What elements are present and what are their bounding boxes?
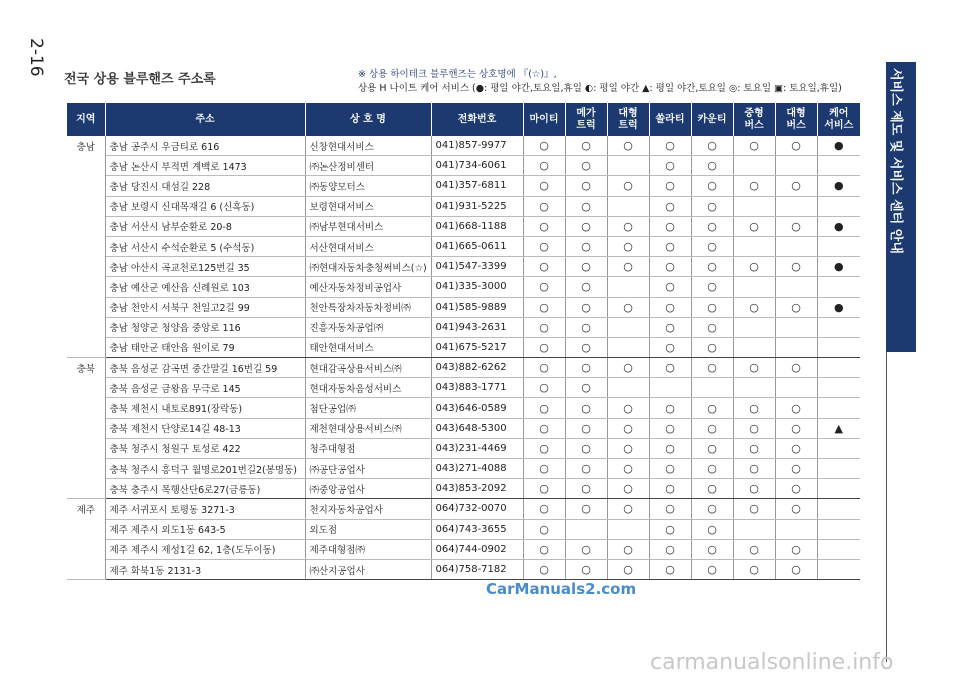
service-mark-cell: ○ (565, 438, 607, 458)
service-mark-cell (733, 317, 775, 337)
service-mark-cell: ○ (565, 136, 607, 156)
region-cell: 제주 (67, 499, 105, 580)
service-mark-cell: ○ (523, 337, 565, 357)
service-mark-cell: ○ (733, 257, 775, 277)
service-mark-cell (817, 519, 860, 539)
table-row (67, 257, 860, 277)
service-mark-cell: ○ (607, 479, 649, 499)
shop-name-cell: 제주대형점㈜ (305, 539, 431, 559)
service-mark-cell: ○ (691, 196, 733, 216)
service-mark-cell (775, 317, 817, 337)
service-mark-cell: ○ (775, 297, 817, 317)
shop-name-cell: 천안특장차자동차정비㈜ (305, 297, 431, 317)
service-mark-cell (775, 277, 817, 297)
region-cell: 충북 (67, 358, 105, 499)
service-mark-cell: ○ (649, 156, 691, 176)
service-mark-cell: ○ (607, 257, 649, 277)
service-mark-cell: ○ (649, 418, 691, 438)
address-cell: 충남 당진시 대섬길 228 (105, 176, 305, 196)
table-row (67, 236, 860, 256)
service-mark-cell: ○ (607, 539, 649, 559)
service-mark-cell: ○ (607, 297, 649, 317)
shop-name-cell: 외도점 (305, 519, 431, 539)
address-cell: 충남 보령시 신대목재길 6 (신흑동) (105, 196, 305, 216)
service-mark-cell: ○ (733, 297, 775, 317)
service-mark-cell: ○ (523, 236, 565, 256)
legend-note-line1: ※ 상용 하이테크 블루핸즈는 상호명에 『(☆)』, (358, 69, 557, 80)
side-divider (886, 352, 887, 662)
column-header: 마이티 (523, 103, 565, 136)
table-row (67, 337, 860, 357)
service-mark-cell: ○ (607, 418, 649, 438)
service-mark-cell (817, 196, 860, 216)
table-body (67, 136, 860, 580)
service-mark-cell (733, 196, 775, 216)
address-cell: 충남 논산시 부적면 계백로 1473 (105, 156, 305, 176)
table-row (67, 176, 860, 196)
phone-cell: 043)648-5300 (431, 418, 523, 438)
table-row (67, 358, 860, 378)
phone-cell: 041)585-9889 (431, 297, 523, 317)
service-mark-cell: ○ (565, 257, 607, 277)
page-title: 전국 상용 블루핸즈 주소록 (64, 72, 216, 87)
column-header: 메가 트럭 (565, 103, 607, 136)
service-mark-cell: ○ (691, 176, 733, 196)
service-mark-cell: ○ (649, 337, 691, 357)
shop-name-cell: 첨단공업㈜ (305, 398, 431, 418)
service-mark-cell: ● (817, 297, 860, 317)
phone-cell: 041)734-6061 (431, 156, 523, 176)
service-mark-cell (817, 236, 860, 256)
phone-cell: 043)231-4469 (431, 438, 523, 458)
service-mark-cell: ○ (733, 398, 775, 418)
service-mark-cell (607, 378, 649, 398)
address-cell: 제주 화북1동 2131-3 (105, 559, 305, 579)
service-mark-cell: ○ (565, 277, 607, 297)
service-mark-cell: ○ (565, 398, 607, 418)
address-cell: 제주 제주시 외도1동 643-5 (105, 519, 305, 539)
service-mark-cell: ○ (649, 539, 691, 559)
service-mark-cell: ○ (565, 297, 607, 317)
shop-name-cell: 태안현대서비스 (305, 337, 431, 357)
service-mark-cell: ○ (733, 539, 775, 559)
service-mark-cell: ○ (691, 297, 733, 317)
service-mark-cell: ○ (691, 438, 733, 458)
page-number: 2-16 (26, 38, 46, 77)
table-row (67, 539, 860, 559)
service-mark-cell (607, 196, 649, 216)
service-mark-cell: ○ (691, 257, 733, 277)
service-mark-cell: ○ (523, 358, 565, 378)
service-mark-cell: ○ (649, 519, 691, 539)
address-cell: 충북 청주시 흥덕구 월명로201번길2(봉명동) (105, 459, 305, 479)
service-mark-cell: ○ (775, 459, 817, 479)
service-mark-cell: ○ (607, 216, 649, 236)
service-mark-cell: ○ (565, 176, 607, 196)
column-header: 대형 트럭 (607, 103, 649, 136)
address-cell: 충북 청주시 청원구 토성로 422 (105, 438, 305, 458)
service-mark-cell: ○ (775, 539, 817, 559)
table-header (67, 103, 860, 136)
service-mark-cell: ○ (523, 499, 565, 519)
address-cell: 충남 서산시 수석순환로 5 (수석동) (105, 236, 305, 256)
service-mark-cell: ○ (607, 236, 649, 256)
service-mark-cell: ○ (775, 499, 817, 519)
service-mark-cell: ○ (775, 398, 817, 418)
phone-cell: 043)271-4088 (431, 459, 523, 479)
service-mark-cell: ○ (649, 257, 691, 277)
service-mark-cell (775, 378, 817, 398)
service-mark-cell: ○ (565, 196, 607, 216)
table-row (67, 459, 860, 479)
table-row (67, 559, 860, 579)
shop-name-cell: ㈜동양모터스 (305, 176, 431, 196)
service-mark-cell: ○ (649, 438, 691, 458)
service-mark-cell (733, 378, 775, 398)
service-mark-cell: ○ (775, 176, 817, 196)
address-cell: 충남 태안군 태안읍 원이로 79 (105, 337, 305, 357)
side-tab-label: 서비스 제도 및 서비스 센터 안내 (888, 68, 903, 254)
service-mark-cell: ○ (607, 438, 649, 458)
table-row (67, 156, 860, 176)
shop-name-cell: 청주대형점 (305, 438, 431, 458)
table-row (67, 519, 860, 539)
service-mark-cell: ○ (523, 297, 565, 317)
service-mark-cell (817, 539, 860, 559)
service-mark-cell (775, 236, 817, 256)
table-row (67, 136, 860, 156)
phone-cell: 041)675-5217 (431, 337, 523, 357)
phone-cell: 041)943-2631 (431, 317, 523, 337)
service-mark-cell: ● (817, 136, 860, 156)
service-mark-cell: ● (817, 176, 860, 196)
shop-name-cell: 현대자동차음성서비스 (305, 378, 431, 398)
service-mark-cell: ● (817, 216, 860, 236)
service-mark-cell: ○ (691, 519, 733, 539)
service-mark-cell: ○ (523, 418, 565, 438)
phone-cell: 041)857-9977 (431, 136, 523, 156)
service-mark-cell: ○ (523, 479, 565, 499)
service-mark-cell: ○ (523, 438, 565, 458)
phone-cell: 064)758-7182 (431, 559, 523, 579)
address-cell: 충남 청양군 청양읍 중앙로 116 (105, 317, 305, 337)
service-mark-cell: ○ (523, 459, 565, 479)
phone-cell: 043)853-2092 (431, 479, 523, 499)
address-cell: 충북 제천시 내토로891(장락동) (105, 398, 305, 418)
shop-name-cell: 천지자동차공업사 (305, 499, 431, 519)
shop-name-cell: 서산현대서비스 (305, 236, 431, 256)
service-mark-cell (775, 519, 817, 539)
service-mark-cell: ○ (523, 156, 565, 176)
shop-name-cell: ㈜논산정비센터 (305, 156, 431, 176)
service-mark-cell: ○ (691, 358, 733, 378)
service-mark-cell (817, 398, 860, 418)
service-mark-cell (817, 277, 860, 297)
service-mark-cell: ○ (565, 459, 607, 479)
service-mark-cell (733, 519, 775, 539)
shop-name-cell: ㈜공단공업사 (305, 459, 431, 479)
phone-cell: 043)646-0589 (431, 398, 523, 418)
service-mark-cell (733, 236, 775, 256)
service-mark-cell (817, 378, 860, 398)
service-mark-cell: ○ (733, 418, 775, 438)
shop-name-cell: 신창현대서비스 (305, 136, 431, 156)
shop-name-cell: 현대감곡상용서비스㈜ (305, 358, 431, 378)
address-cell: 충남 서산시 남부순환로 20-8 (105, 216, 305, 236)
phone-cell: 041)668-1188 (431, 216, 523, 236)
address-cell: 제주 제주시 제성1길 62, 1층(도두이동) (105, 539, 305, 559)
service-mark-cell (691, 378, 733, 398)
table-row (67, 216, 860, 236)
legend-note (358, 68, 842, 96)
service-mark-cell: ○ (565, 559, 607, 579)
service-mark-cell: ○ (733, 438, 775, 458)
service-mark-cell: ○ (523, 176, 565, 196)
table-row (67, 196, 860, 216)
legend-note-line2: 상용 H 나이트 케어 서비스 (●: 평일 야간,토요일,휴일 ◐: 평일 야간 ▲: 평일 야간,토요일 ◎: 토요일 ▣: 토요일,휴일) (358, 83, 842, 94)
address-cell: 충남 예산군 예산읍 신례원로 103 (105, 277, 305, 297)
table-row (67, 277, 860, 297)
service-mark-cell: ○ (523, 136, 565, 156)
service-mark-cell: ○ (607, 358, 649, 378)
column-header: 전화번호 (431, 103, 523, 136)
service-mark-cell: ○ (691, 418, 733, 438)
address-cell: 충남 공주시 우금티로 616 (105, 136, 305, 156)
service-mark-cell: ○ (649, 236, 691, 256)
service-mark-cell: ○ (691, 559, 733, 579)
service-mark-cell: ○ (733, 358, 775, 378)
service-mark-cell (607, 277, 649, 297)
address-cell: 충북 충주시 목행산단6로27(금릉동) (105, 479, 305, 499)
table-row (67, 479, 860, 499)
service-mark-cell: ○ (733, 479, 775, 499)
service-mark-cell: ○ (649, 136, 691, 156)
service-mark-cell (817, 559, 860, 579)
service-mark-cell: ○ (607, 459, 649, 479)
column-header: 중형 버스 (733, 103, 775, 136)
phone-cell: 041)547-3399 (431, 257, 523, 277)
shop-name-cell: ㈜현대자동차충청써비스(☆) (305, 257, 431, 277)
service-mark-cell: ○ (523, 257, 565, 277)
phone-cell: 041)335-3000 (431, 277, 523, 297)
service-mark-cell: ○ (691, 337, 733, 357)
address-cell: 충북 제천시 단양로14길 48-13 (105, 418, 305, 438)
watermark: CarManuals2.com (486, 580, 637, 598)
service-mark-cell: ○ (775, 136, 817, 156)
phone-cell: 043)883-1771 (431, 378, 523, 398)
shop-name-cell: 보령현대서비스 (305, 196, 431, 216)
phone-cell: 041)665-0611 (431, 236, 523, 256)
service-mark-cell: ○ (565, 499, 607, 519)
address-cell: 충남 아산시 곡교천로125번길 35 (105, 257, 305, 277)
service-mark-cell: ● (817, 257, 860, 277)
service-mark-cell: ○ (607, 559, 649, 579)
service-mark-cell: ○ (607, 499, 649, 519)
service-mark-cell (817, 358, 860, 378)
shop-name-cell: ㈜중앙공업사 (305, 479, 431, 499)
service-mark-cell: ○ (649, 277, 691, 297)
service-mark-cell: ○ (565, 378, 607, 398)
service-mark-cell: ○ (649, 216, 691, 236)
table-row (67, 499, 860, 519)
service-mark-cell: ○ (565, 216, 607, 236)
address-cell: 제주 서귀포시 토평동 3271-3 (105, 499, 305, 519)
service-mark-cell: ○ (565, 358, 607, 378)
service-mark-cell (649, 378, 691, 398)
column-header: 케어 서비스 (817, 103, 860, 136)
service-mark-cell: ○ (775, 358, 817, 378)
service-mark-cell (817, 156, 860, 176)
service-mark-cell (733, 337, 775, 357)
service-mark-cell: ○ (733, 499, 775, 519)
service-mark-cell: ○ (565, 317, 607, 337)
service-mark-cell: ▲ (817, 418, 860, 438)
phone-cell: 043)882-6262 (431, 358, 523, 378)
service-mark-cell: ○ (649, 479, 691, 499)
table-row (67, 317, 860, 337)
service-mark-cell: ○ (523, 277, 565, 297)
service-mark-cell: ○ (691, 317, 733, 337)
service-mark-cell (817, 459, 860, 479)
service-mark-cell: ○ (775, 438, 817, 458)
table-row (67, 438, 860, 458)
service-mark-cell (817, 438, 860, 458)
service-mark-cell: ○ (649, 176, 691, 196)
service-mark-cell: ○ (691, 479, 733, 499)
service-mark-cell: ○ (733, 136, 775, 156)
column-header: 쏠라티 (649, 103, 691, 136)
column-header: 카운티 (691, 103, 733, 136)
service-mark-cell: ○ (565, 236, 607, 256)
service-mark-cell: ○ (523, 398, 565, 418)
shop-name-cell: 제천현대상용서비스㈜ (305, 418, 431, 438)
service-mark-cell: ○ (733, 459, 775, 479)
service-mark-cell: ○ (565, 156, 607, 176)
phone-cell: 064)743-3655 (431, 519, 523, 539)
shop-name-cell: ㈜산지공업사 (305, 559, 431, 579)
table-row (67, 297, 860, 317)
service-mark-cell: ○ (523, 378, 565, 398)
phone-cell: 064)732-0070 (431, 499, 523, 519)
service-mark-cell: ○ (649, 499, 691, 519)
service-mark-cell: ○ (565, 539, 607, 559)
service-mark-cell (607, 317, 649, 337)
service-mark-cell (817, 317, 860, 337)
service-mark-cell: ○ (649, 559, 691, 579)
phone-cell: 064)744-0902 (431, 539, 523, 559)
shop-name-cell: ㈜남부현대서비스 (305, 216, 431, 236)
service-mark-cell: ○ (691, 216, 733, 236)
service-mark-cell: ○ (691, 136, 733, 156)
service-mark-cell (817, 337, 860, 357)
service-mark-cell: ○ (775, 418, 817, 438)
service-mark-cell: ○ (691, 236, 733, 256)
service-mark-cell: ○ (565, 479, 607, 499)
shop-name-cell: 진흥자동차공업㈜ (305, 317, 431, 337)
service-mark-cell: ○ (523, 317, 565, 337)
service-mark-cell (775, 196, 817, 216)
service-mark-cell: ○ (691, 277, 733, 297)
phone-cell: 041)931-5225 (431, 196, 523, 216)
service-mark-cell: ○ (733, 216, 775, 236)
shop-name-cell: 예산자동차정비공업사 (305, 277, 431, 297)
service-mark-cell: ○ (523, 519, 565, 539)
service-mark-cell: ○ (775, 257, 817, 277)
service-mark-cell (775, 337, 817, 357)
service-mark-cell: ○ (733, 559, 775, 579)
service-mark-cell (775, 156, 817, 176)
service-mark-cell: ○ (691, 459, 733, 479)
service-mark-cell (607, 337, 649, 357)
service-mark-cell: ○ (523, 539, 565, 559)
region-cell: 충남 (67, 136, 105, 358)
service-mark-cell: ○ (649, 398, 691, 418)
service-mark-cell (565, 519, 607, 539)
service-mark-cell: ○ (691, 156, 733, 176)
service-mark-cell: ○ (607, 136, 649, 156)
service-mark-cell (733, 156, 775, 176)
table-row (67, 378, 860, 398)
address-table (67, 103, 860, 580)
watermark-bottom: carmanualsonline.info (650, 650, 894, 675)
service-mark-cell: ○ (565, 418, 607, 438)
service-mark-cell: ○ (523, 196, 565, 216)
column-header: 주소 (105, 103, 305, 136)
column-header: 상 호 명 (305, 103, 431, 136)
address-cell: 충남 천안시 서북구 천일고2길 99 (105, 297, 305, 317)
service-mark-cell (733, 277, 775, 297)
service-mark-cell: ○ (649, 317, 691, 337)
service-mark-cell: ○ (649, 358, 691, 378)
service-mark-cell: ○ (733, 176, 775, 196)
column-header: 대형 버스 (775, 103, 817, 136)
table-row (67, 398, 860, 418)
service-mark-cell: ○ (775, 216, 817, 236)
service-mark-cell (817, 479, 860, 499)
service-mark-cell: ○ (649, 297, 691, 317)
phone-cell: 041)357-6811 (431, 176, 523, 196)
service-mark-cell: ○ (649, 196, 691, 216)
service-mark-cell: ○ (607, 398, 649, 418)
address-cell: 충북 음성군 금왕읍 무극로 145 (105, 378, 305, 398)
service-mark-cell (607, 156, 649, 176)
service-mark-cell: ○ (523, 216, 565, 236)
service-mark-cell: ○ (523, 559, 565, 579)
service-mark-cell: ○ (691, 499, 733, 519)
service-mark-cell: ○ (775, 559, 817, 579)
service-mark-cell (607, 519, 649, 539)
table-row (67, 418, 860, 438)
service-mark-cell: ○ (691, 398, 733, 418)
address-cell: 충북 음성군 감곡면 중간말길 16번길 59 (105, 358, 305, 378)
service-mark-cell: ○ (649, 459, 691, 479)
service-mark-cell: ○ (565, 337, 607, 357)
service-mark-cell: ○ (775, 479, 817, 499)
column-header: 지역 (67, 103, 105, 136)
service-mark-cell: ○ (607, 176, 649, 196)
service-mark-cell (817, 499, 860, 519)
service-mark-cell: ○ (691, 539, 733, 559)
